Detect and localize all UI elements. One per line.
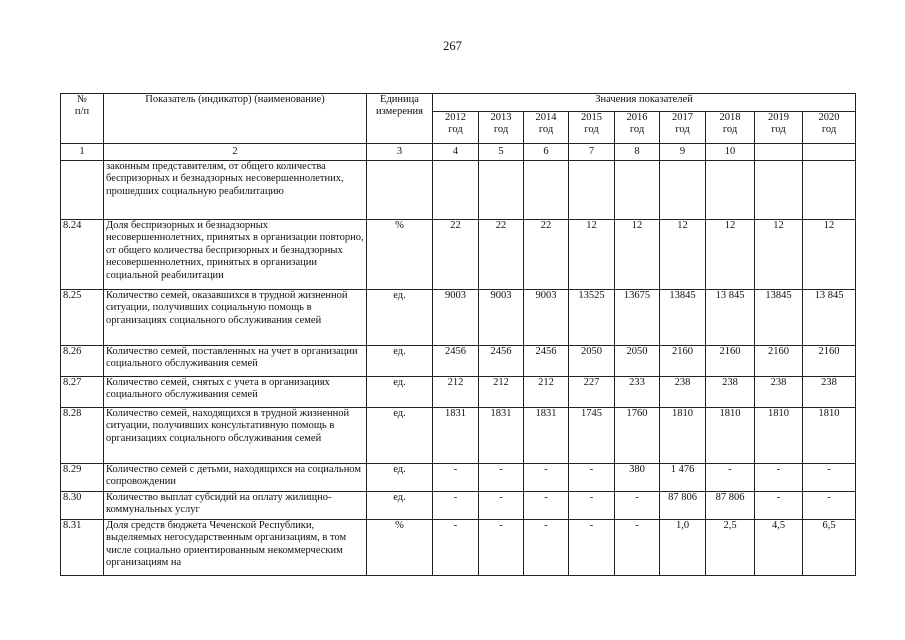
column-number: 5	[479, 144, 524, 161]
value-cell: 12	[569, 220, 615, 290]
row-number: 8.30	[61, 492, 104, 520]
value-cell	[660, 161, 706, 220]
indicator-name: Количество выплат субсидий на оплату жилищно-коммунальных услуг	[104, 492, 367, 520]
value-cell: 12	[615, 220, 660, 290]
value-cell: 87 806	[706, 492, 755, 520]
value-cell: 380	[615, 464, 660, 492]
table-row	[61, 408, 856, 464]
value-cell: 1745	[569, 408, 615, 464]
value-cell: 238	[706, 377, 755, 408]
header-year: 2015 год	[569, 112, 615, 144]
unit-cell: %	[367, 520, 433, 576]
table-row	[61, 161, 856, 220]
value-cell: 2160	[803, 346, 856, 377]
column-number	[803, 144, 856, 161]
value-cell: 227	[569, 377, 615, 408]
value-cell: 13 845	[803, 290, 856, 346]
header-year: 2018 год	[706, 112, 755, 144]
value-cell: -	[479, 520, 524, 576]
value-cell: 2050	[569, 346, 615, 377]
header-values-title: Значения показателей	[433, 94, 856, 112]
value-cell: 12	[755, 220, 803, 290]
column-number	[755, 144, 803, 161]
value-cell: -	[755, 492, 803, 520]
value-cell: -	[755, 464, 803, 492]
value-cell: -	[615, 492, 660, 520]
header-year: 2019 год	[755, 112, 803, 144]
value-cell: 12	[706, 220, 755, 290]
value-cell: 1810	[755, 408, 803, 464]
value-cell: 1810	[660, 408, 706, 464]
table-row	[61, 464, 856, 492]
indicators-table	[60, 93, 856, 576]
indicator-name: Количество семей, оказавшихся в трудной жизненной ситуации, получивших социальную помощь в организациях социального обслуживания семей	[104, 290, 367, 346]
column-number: 8	[615, 144, 660, 161]
table-row	[61, 290, 856, 346]
column-number: 2	[104, 144, 367, 161]
row-number: 8.26	[61, 346, 104, 377]
value-cell: 2050	[615, 346, 660, 377]
value-cell: 12	[803, 220, 856, 290]
value-cell: 1831	[479, 408, 524, 464]
table-row	[61, 220, 856, 290]
value-cell: 87 806	[660, 492, 706, 520]
unit-cell	[367, 161, 433, 220]
value-cell	[706, 161, 755, 220]
value-cell: -	[803, 464, 856, 492]
unit-cell: %	[367, 220, 433, 290]
header-year: 2017 год	[660, 112, 706, 144]
value-cell: 233	[615, 377, 660, 408]
indicator-name: Доля беспризорных и безнадзорных несовершеннолетних, принятых в организации повторно, от общего количества беспризорных и безнадзорных несовершеннолетних, принятых в организации социальной реабилитации	[104, 220, 367, 290]
value-cell: -	[524, 492, 569, 520]
value-cell: 22	[524, 220, 569, 290]
value-cell: 2456	[433, 346, 479, 377]
value-cell	[524, 161, 569, 220]
value-cell: 6,5	[803, 520, 856, 576]
value-cell: -	[433, 520, 479, 576]
row-number	[61, 161, 104, 220]
header-unit: Единица измерения	[367, 94, 433, 144]
table-row	[61, 377, 856, 408]
value-cell: -	[706, 464, 755, 492]
indicator-name: законным представителям, от общего количества беспризорных и безнадзорных несовершеннолетних, прошедших социальную реабилитацию	[104, 161, 367, 220]
row-number: 8.28	[61, 408, 104, 464]
indicator-name: Количество семей, снятых с учета в организациях социального обслуживания семей	[104, 377, 367, 408]
column-number: 6	[524, 144, 569, 161]
value-cell	[803, 161, 856, 220]
unit-cell: ед.	[367, 492, 433, 520]
row-number: 8.29	[61, 464, 104, 492]
value-cell: 1810	[803, 408, 856, 464]
value-cell: 4,5	[755, 520, 803, 576]
header-year: 2014 год	[524, 112, 569, 144]
row-number: 8.31	[61, 520, 104, 576]
row-number: 8.24	[61, 220, 104, 290]
value-cell: 212	[479, 377, 524, 408]
value-cell: 2160	[660, 346, 706, 377]
value-cell: 212	[433, 377, 479, 408]
indicator-name: Количество семей, поставленных на учет в организации социального обслуживания семей	[104, 346, 367, 377]
table-row	[61, 346, 856, 377]
value-cell: -	[569, 492, 615, 520]
header-year: 2013 год	[479, 112, 524, 144]
value-cell: 238	[803, 377, 856, 408]
table-row	[61, 520, 856, 576]
value-cell	[479, 161, 524, 220]
value-cell: 238	[755, 377, 803, 408]
column-number: 4	[433, 144, 479, 161]
value-cell: 238	[660, 377, 706, 408]
column-number: 7	[569, 144, 615, 161]
unit-cell: ед.	[367, 464, 433, 492]
value-cell: 9003	[479, 290, 524, 346]
value-cell: 1831	[524, 408, 569, 464]
value-cell	[755, 161, 803, 220]
value-cell: -	[524, 520, 569, 576]
unit-cell: ед.	[367, 377, 433, 408]
table-row	[61, 492, 856, 520]
unit-cell: ед.	[367, 408, 433, 464]
value-cell: 1760	[615, 408, 660, 464]
value-cell: 1831	[433, 408, 479, 464]
column-number: 3	[367, 144, 433, 161]
value-cell: -	[803, 492, 856, 520]
value-cell: -	[569, 520, 615, 576]
value-cell: 12	[660, 220, 706, 290]
value-cell: -	[479, 492, 524, 520]
value-cell: -	[433, 492, 479, 520]
value-cell	[569, 161, 615, 220]
value-cell: -	[433, 464, 479, 492]
unit-cell: ед.	[367, 346, 433, 377]
value-cell: 1,0	[660, 520, 706, 576]
header-year: 2020 год	[803, 112, 856, 144]
indicator-name: Количество семей с детьми, находящихся на социальном сопровождении	[104, 464, 367, 492]
page-number: 267	[443, 39, 462, 53]
row-number: 8.27	[61, 377, 104, 408]
value-cell: 13845	[755, 290, 803, 346]
header-year: 2012 год	[433, 112, 479, 144]
value-cell: 1 476	[660, 464, 706, 492]
header-indicator: Показатель (индикатор) (наименование)	[104, 94, 367, 144]
value-cell: 2,5	[706, 520, 755, 576]
indicator-name: Количество семей, находящихся в трудной жизненной ситуации, получивших консультативную помощь в организациях социального обслуживания семей	[104, 408, 367, 464]
value-cell: 9003	[433, 290, 479, 346]
value-cell: -	[615, 520, 660, 576]
value-cell	[433, 161, 479, 220]
value-cell: 22	[433, 220, 479, 290]
value-cell: 2456	[479, 346, 524, 377]
value-cell: 2456	[524, 346, 569, 377]
value-cell: 2160	[706, 346, 755, 377]
value-cell: 13845	[660, 290, 706, 346]
indicator-name: Доля средств бюджета Чеченской Республики, выделяемых негосударственным организациям, в том числе социально ориентированным некоммерческим организациям на	[104, 520, 367, 576]
value-cell: -	[524, 464, 569, 492]
header-year: 2016 год	[615, 112, 660, 144]
value-cell: -	[569, 464, 615, 492]
value-cell	[615, 161, 660, 220]
column-number: 1	[61, 144, 104, 161]
value-cell: 13675	[615, 290, 660, 346]
value-cell: 212	[524, 377, 569, 408]
value-cell: 2160	[755, 346, 803, 377]
value-cell: 22	[479, 220, 524, 290]
value-cell: 1810	[706, 408, 755, 464]
unit-cell: ед.	[367, 290, 433, 346]
value-cell: 13525	[569, 290, 615, 346]
value-cell: 9003	[524, 290, 569, 346]
value-cell: 13 845	[706, 290, 755, 346]
header-num: № п/п	[61, 94, 104, 144]
value-cell: -	[479, 464, 524, 492]
row-number: 8.25	[61, 290, 104, 346]
column-number: 9	[660, 144, 706, 161]
column-number: 10	[706, 144, 755, 161]
